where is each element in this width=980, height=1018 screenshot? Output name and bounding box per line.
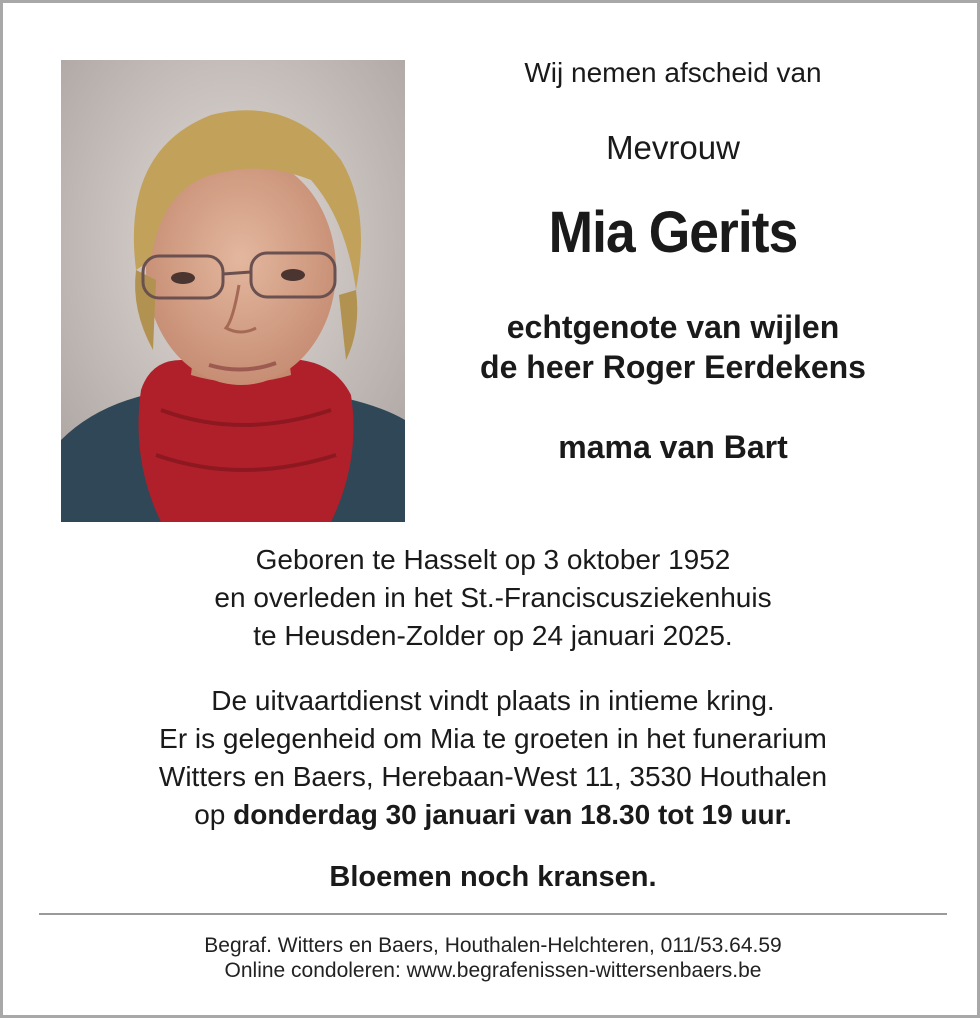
spouse-info [433,307,913,387]
text-line: Er is gelegenheid om Mia te groeten in het funerarium [159,723,827,754]
flowers-note: Bloemen noch kransen. [329,861,657,893]
text-line: te Heusden-Zolder op 24 januari 2025. [253,620,733,651]
service-info [43,682,943,834]
birth-death-info [43,541,943,655]
portrait-photo [61,60,405,522]
spouse-line: echtgenote van wijlen [506,309,840,345]
text-line: en overleden in het St.-Franciscusziekenhuis [214,582,772,613]
portrait-illustration [61,60,405,522]
intro-text: Wij nemen afscheid van [524,57,822,88]
visit-datetime: donderdag 30 januari van 18.30 tot 19 uur. [233,799,792,830]
text-line: De uitvaartdienst vindt plaats in intieme kring. [211,685,775,716]
children-info: mama van Bart [558,429,788,465]
deceased-name: Mia Gerits [548,200,798,265]
text-line: Witters en Baers, Herebaan-West 11, 3530 Houthalen [158,761,828,792]
honorific: Mevrouw [606,129,740,166]
text-line [43,796,943,834]
text-line: Geboren te Hasselt op 3 oktober 1952 [255,544,731,575]
divider [39,913,947,915]
visit-prefix: op [194,799,226,830]
condolence-line: Online condoleren: www.begrafenissen-wittersenbaers.be [224,959,762,982]
funeral-home-line: Begraf. Witters en Baers, Houthalen-Helchteren, 011/53.64.59 [204,934,782,957]
spouse-line: de heer Roger Eerdekens [480,349,866,385]
footer [43,933,943,983]
